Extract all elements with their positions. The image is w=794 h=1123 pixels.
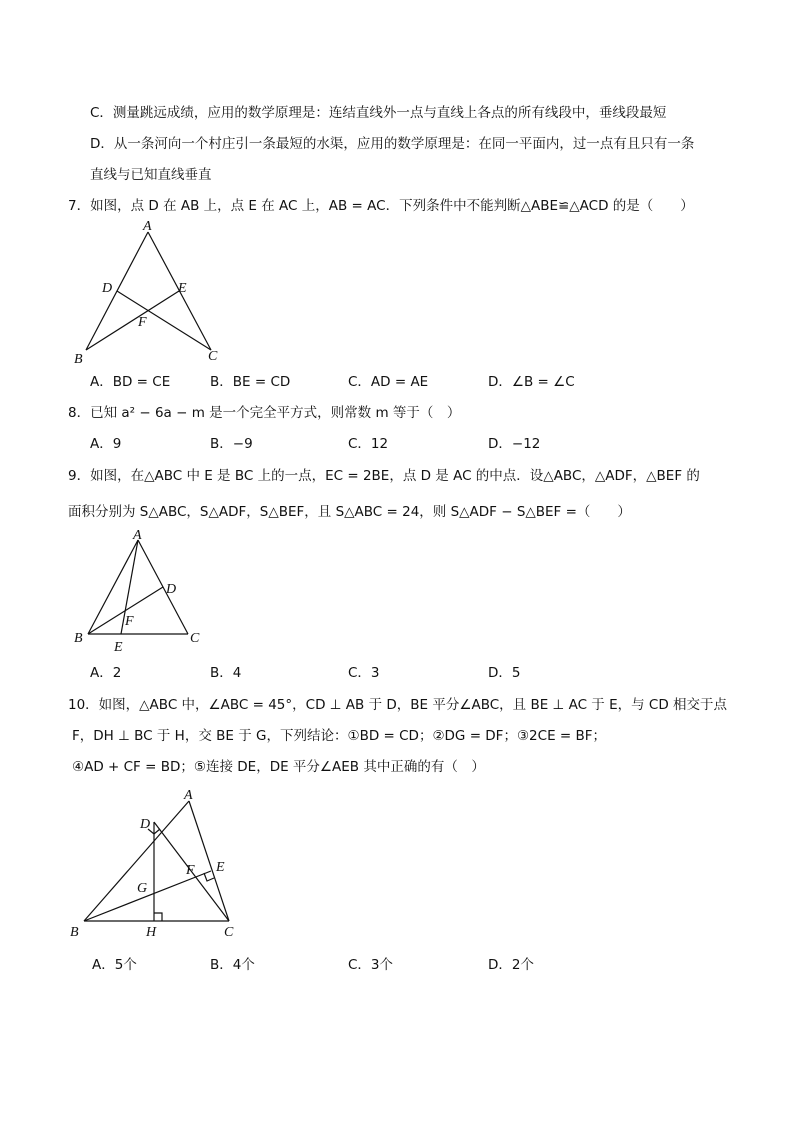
q9-option-a[interactable]: A．2 — [90, 665, 122, 681]
q10-option-a[interactable]: A．5个 — [92, 957, 137, 973]
q7-option-c[interactable]: C．AD = AE — [348, 374, 429, 390]
q10-option-b[interactable]: B．4个 — [210, 957, 255, 973]
q9-stem-line1: 9．如图，在△ABC 中 E 是 BC 上的一点，EC = 2BE，点 D 是 AC 的中点．设△ABC，△ADF，△BEF 的 — [68, 468, 700, 484]
q10-label-a: A — [184, 788, 193, 803]
q9-label-b: B — [74, 631, 83, 646]
q10-option-c[interactable]: C．3个 — [348, 957, 394, 973]
q8-option-a[interactable]: A．9 — [90, 436, 122, 452]
q7-figure — [66, 218, 236, 368]
q9-figure — [70, 530, 210, 656]
q10-stem-line1: 10．如图，△ABC 中，∠ABC = 45°，CD ⊥ AB 于 D，BE 平分∠ABC，且 BE ⊥ AC 于 E，与 CD 相交于点 — [68, 697, 728, 713]
q7-label-b: B — [74, 352, 83, 367]
q10-label-h: H — [146, 925, 157, 940]
q9-label-d: D — [166, 582, 177, 597]
q8-stem: 8．已知 a² − 6a − m 是一个完全平方式，则常数 m 等于（ ） — [68, 405, 461, 421]
q7-label-e: E — [178, 281, 187, 296]
q6-option-d-line2: 直线与已知直线垂直 — [90, 167, 212, 183]
q9-label-e: E — [114, 640, 123, 655]
q7-stem: 7．如图，点 D 在 AB 上，点 E 在 AC 上，AB = AC．下列条件中不能判断△ABE≌△ACD 的是（ ） — [68, 198, 694, 214]
q10-label-f: F — [186, 863, 195, 878]
q7-option-d[interactable]: D．∠B = ∠C — [488, 374, 575, 390]
q10-option-d[interactable]: D．2个 — [488, 957, 534, 973]
q9-option-d[interactable]: D．5 — [488, 665, 521, 681]
q9-stem-line2: 面积分别为 S△ABC，S△ADF，S△BEF，且 S△ABC = 24，则 S△ADF − S△BEF =（ ） — [68, 504, 631, 520]
q8-option-b[interactable]: B．−9 — [210, 436, 253, 452]
q10-stem-line3: ④AD + CF = BD；⑤连接 DE，DE 平分∠AEB 其中正确的有（ ） — [72, 759, 485, 775]
q7-label-f: F — [138, 315, 147, 330]
q7-option-b[interactable]: B．BE = CD — [210, 374, 291, 390]
q9-option-b[interactable]: B．4 — [210, 665, 242, 681]
q9-label-c: C — [190, 631, 200, 646]
q10-figure — [68, 785, 258, 945]
q7-label-d: D — [102, 281, 113, 296]
q9-label-f: F — [125, 614, 134, 629]
q7-label-a: A — [143, 219, 152, 234]
q9-label-a: A — [133, 530, 142, 543]
q10-label-c: C — [224, 925, 234, 940]
q10-label-b: B — [70, 925, 79, 940]
q8-option-c[interactable]: C．12 — [348, 436, 389, 452]
q7-label-c: C — [208, 349, 218, 364]
q6-option-c: C．测量跳远成绩，应用的数学原理是：连结直线外一点与直线上各点的所有线段中，垂线段最短 — [90, 105, 667, 121]
q10-stem-line2: F，DH ⊥ BC 于 H，交 BE 于 G，下列结论：①BD = CD；②DG = DF；③2CE = BF； — [72, 728, 607, 744]
q10-label-g: G — [137, 881, 148, 896]
q7-option-a[interactable]: A．BD = CE — [90, 374, 171, 390]
q10-label-e: E — [216, 860, 225, 875]
q10-label-d: D — [140, 817, 151, 832]
q6-option-d-line1: D．从一条河向一个村庄引一条最短的水渠，应用的数学原理是：在同一平面内，过一点有且只有一条 — [90, 136, 695, 152]
q9-option-c[interactable]: C．3 — [348, 665, 380, 681]
q8-option-d[interactable]: D．−12 — [488, 436, 541, 452]
